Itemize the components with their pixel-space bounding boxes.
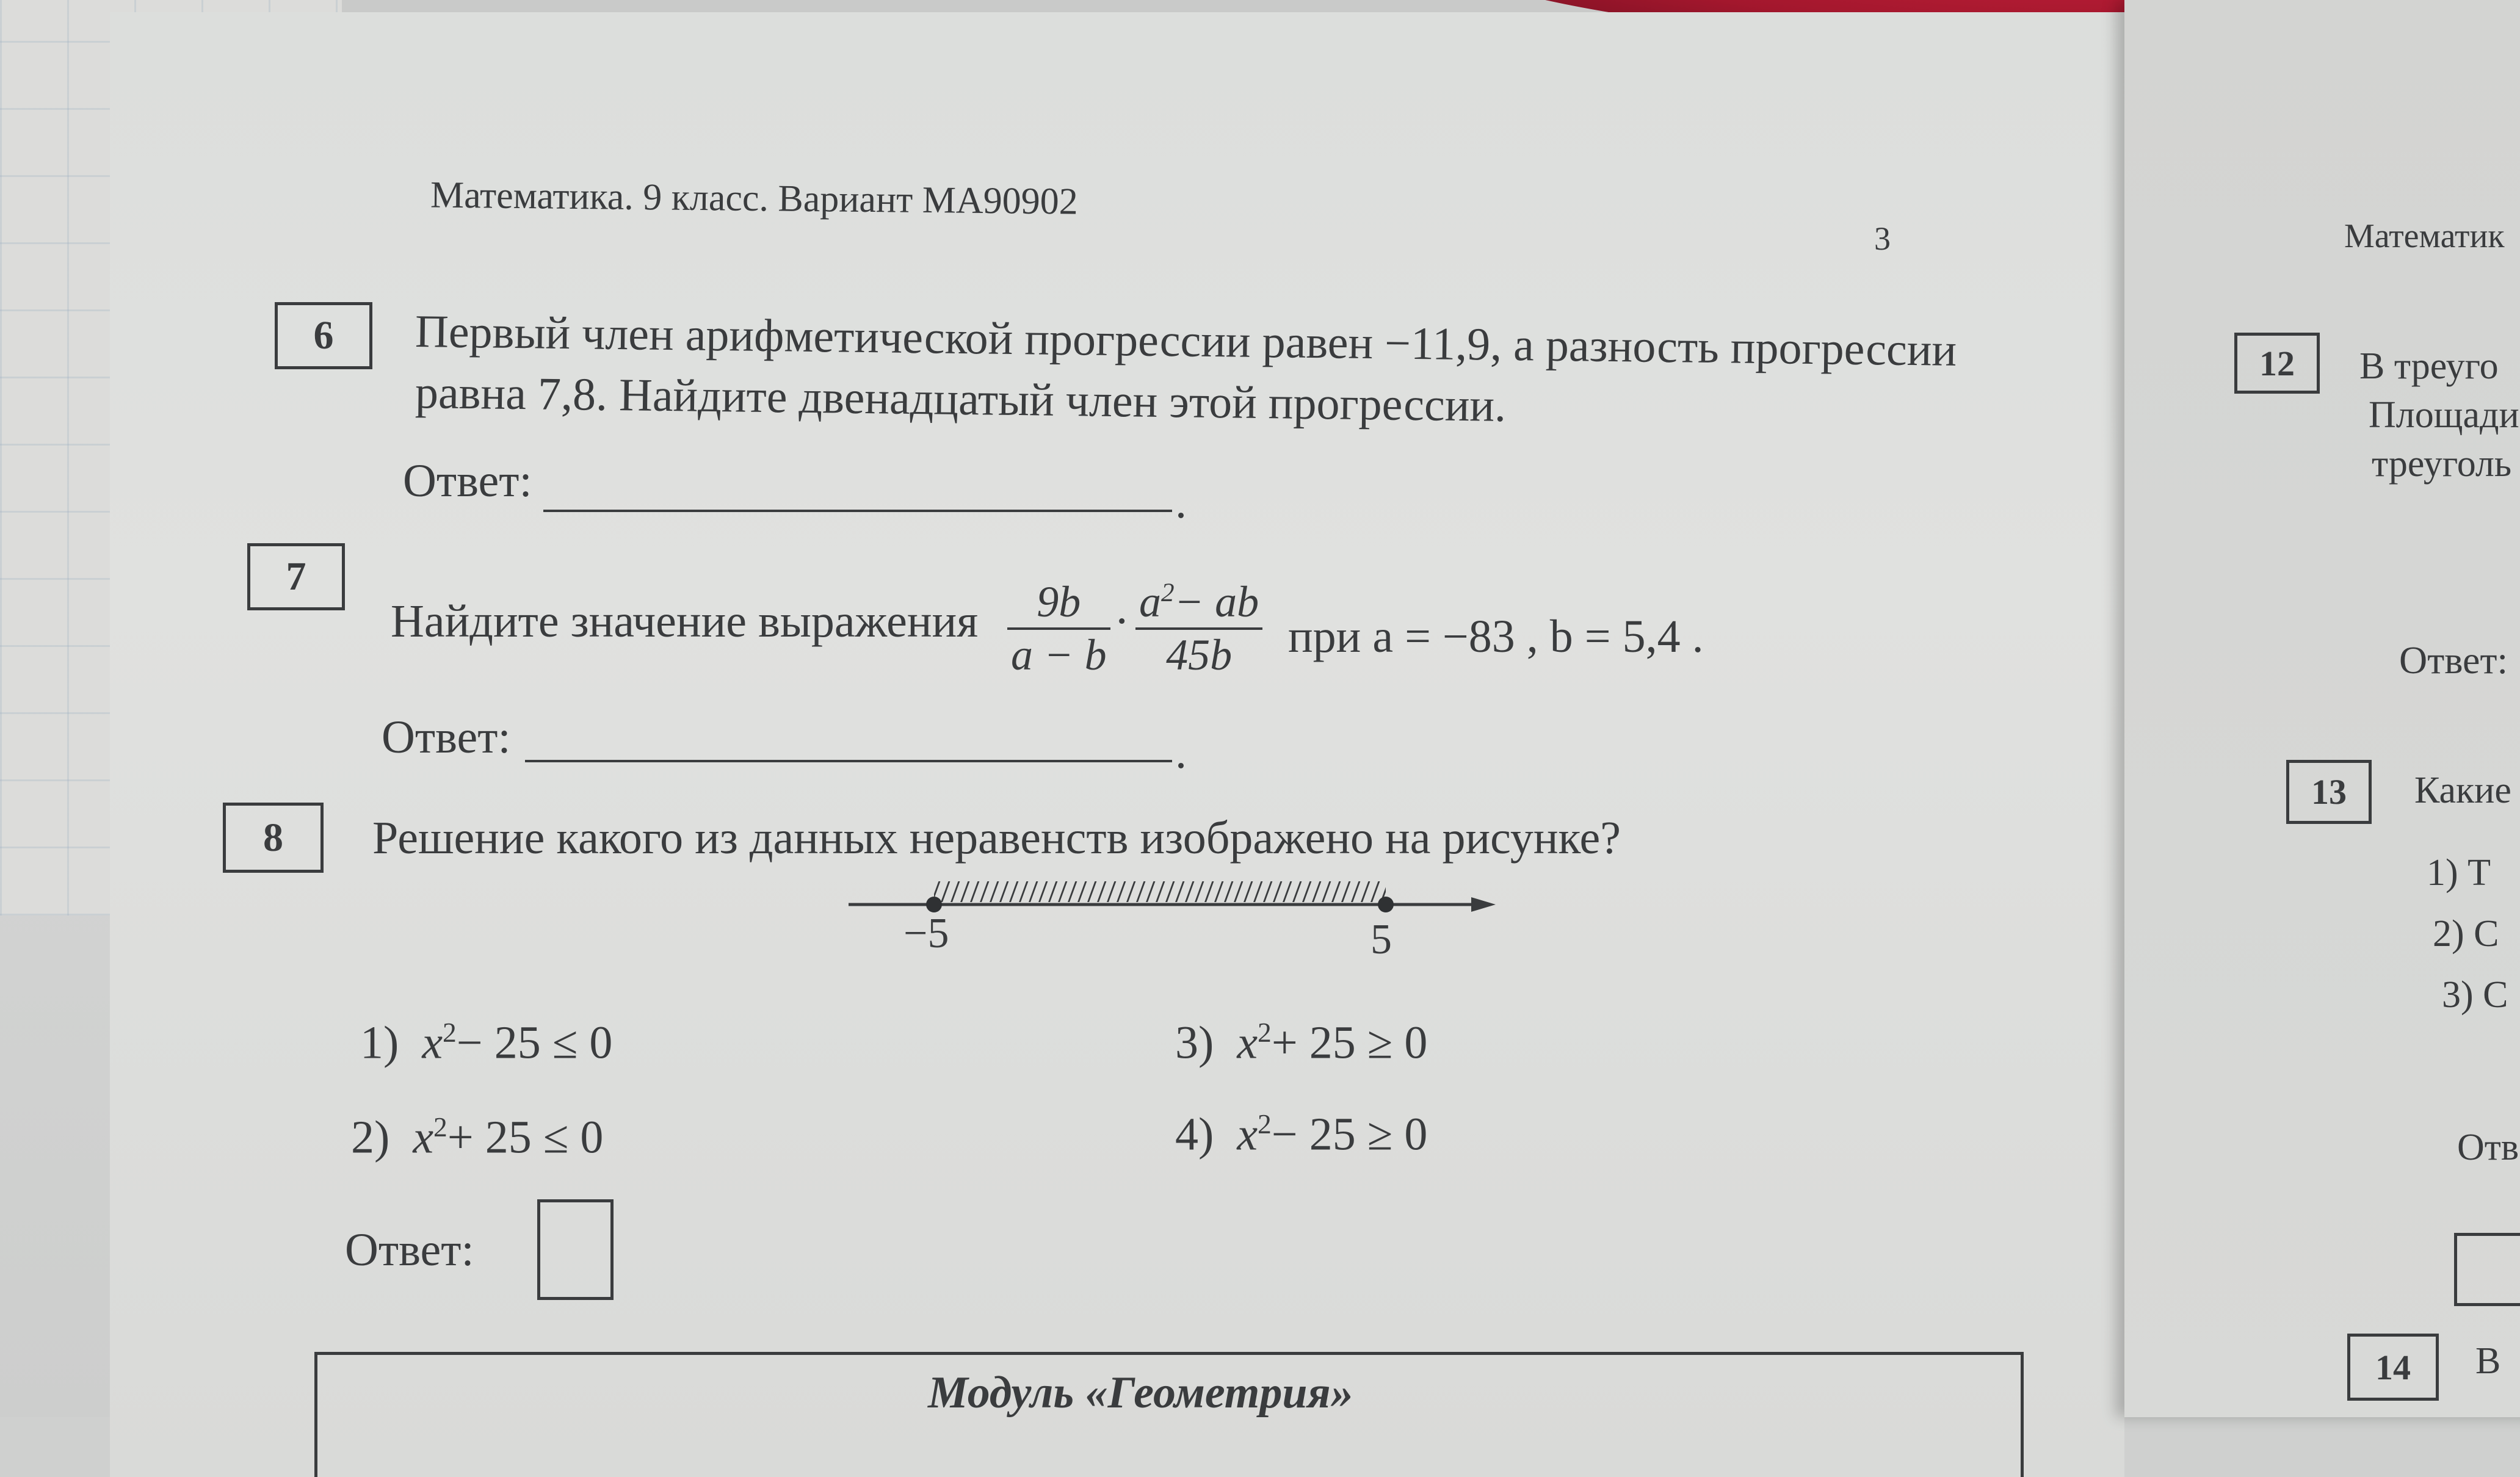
task-7-answer-label: Ответ: bbox=[382, 712, 511, 763]
task-number-8: 8 bbox=[223, 803, 324, 873]
option-1-number: 1) bbox=[360, 1017, 399, 1069]
option-2[interactable]: 2) $x^2+ 25 \le 0$ bbox=[351, 1111, 604, 1163]
option-4-number: 4) bbox=[1175, 1108, 1214, 1160]
task-6-answer-period: . bbox=[1175, 477, 1187, 528]
task-8-answer-label: Ответ: bbox=[345, 1224, 474, 1276]
task-7-frac2-numerator: $a^2-$ ab bbox=[1139, 577, 1259, 626]
task-7-multiply-dot: · bbox=[1114, 596, 1130, 647]
task-number-14: 14 bbox=[2347, 1334, 2439, 1401]
task-number-6: 6 bbox=[275, 302, 372, 369]
task-12-line-3: треуголь bbox=[2372, 443, 2512, 485]
task-13-option-2: 2) С bbox=[2433, 913, 2499, 955]
task-12-line-2: Площади bbox=[2369, 394, 2519, 436]
task-6-answer-label: Ответ: bbox=[403, 455, 532, 507]
task-7-frac1-numerator: 9b bbox=[1037, 577, 1081, 626]
right-page-title: Математик bbox=[2344, 217, 2505, 255]
task-6-answer-field[interactable] bbox=[543, 510, 1172, 512]
axis-arrow-icon bbox=[1471, 897, 1496, 912]
right-answer-label-1: Ответ: bbox=[2399, 638, 2508, 682]
task-7-frac2-denominator: 45b bbox=[1135, 627, 1262, 681]
task-7-fraction-2 bbox=[1135, 577, 1262, 681]
task-7-prefix: Найдите значение выражения bbox=[391, 596, 979, 647]
task-7-answer-period: . bbox=[1175, 727, 1187, 778]
right-answer-box[interactable] bbox=[2454, 1233, 2520, 1306]
exam-page-right bbox=[2124, 0, 2520, 1417]
task-7-answer-field[interactable] bbox=[525, 760, 1172, 762]
task-number-13: 13 bbox=[2286, 760, 2372, 824]
task-13-text: Какие bbox=[2414, 770, 2511, 811]
task-number-12: 12 bbox=[2234, 333, 2320, 394]
task-8-question: Решение какого из данных неравенств изображено на рисунке? bbox=[372, 812, 1621, 864]
point-plus-5 bbox=[1378, 897, 1394, 912]
task-7-frac1-denominator: a − b bbox=[1007, 627, 1110, 681]
module-title: Модуль «Геометрия» bbox=[928, 1368, 1353, 1418]
task-6-line-1: Первый член арифметической прогрессии равен −11,9, а разность прогрессии bbox=[415, 306, 1957, 376]
task-number-7: 7 bbox=[247, 543, 345, 610]
option-4[interactable]: 4) $x^2- 25 \ge 0$ bbox=[1175, 1108, 1428, 1160]
page-number: 3 bbox=[1874, 220, 1891, 257]
task-6-line-2: равна 7,8. Найдите двенадцатый член этой прогрессии. bbox=[415, 367, 1507, 432]
axis-label-left: −5 bbox=[903, 910, 949, 957]
task-12-line-1: В треуго bbox=[2359, 345, 2499, 387]
task-7-fraction-1 bbox=[1007, 577, 1110, 681]
page-header-title: Математика. 9 класс. Вариант МА90902 bbox=[430, 174, 1079, 223]
task-7-suffix: при a = −83 , b = 5,4 . bbox=[1288, 611, 1704, 662]
option-3-number: 3) bbox=[1175, 1017, 1214, 1069]
option-2-number: 2) bbox=[351, 1111, 390, 1163]
axis-label-right: 5 bbox=[1370, 916, 1392, 963]
task-13-option-3: 3) С bbox=[2442, 974, 2508, 1016]
option-3[interactable]: 3) $x^2+ 25 \ge 0$ bbox=[1175, 1017, 1428, 1069]
task-13-option-1: 1) Т bbox=[2427, 852, 2491, 894]
solution-hatching bbox=[934, 881, 1386, 902]
task-8-answer-box[interactable] bbox=[537, 1199, 614, 1300]
task-14-text: В bbox=[2475, 1340, 2501, 1382]
right-answer-label-2: Отв bbox=[2457, 1127, 2519, 1168]
option-1[interactable]: 1) $x^2- 25 \le 0$ bbox=[360, 1017, 613, 1069]
